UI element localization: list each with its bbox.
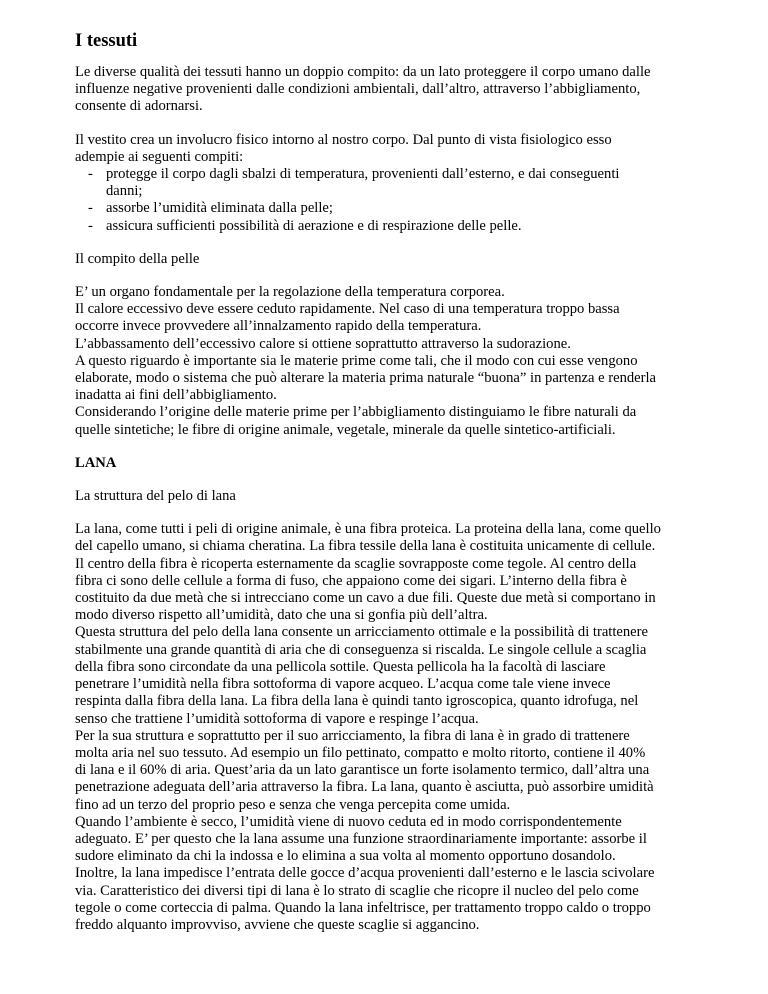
text-line: Il calore eccessivo deve essere ceduto rapidamente. Nel caso di una temperatura troppo bassa [75,301,620,318]
text-line: stabilmente una grande quantità di aria che di conseguenza si riscalda. Le singole cellule a scaglia [75,641,647,658]
bullet-dash: - [88,166,93,183]
lana-paragraph [75,521,715,934]
list-item [75,166,715,200]
bullet-dash: - [88,200,93,217]
list-item [75,218,715,235]
text-line: Le diverse qualità dei tessuti hanno un doppio compito: da un lato proteggere il corpo umano dalle [75,64,651,80]
list-item [75,200,715,217]
text-line: del capello umano, si chiama cheratina. La fibra tessile della lana è costituita unicamente di cellule. [75,538,656,555]
text-line: La lana, come tutti i peli di origine animale, è una fibra proteica. La proteina della lana, come quello [75,521,661,538]
text-line: fibra ci sono delle cellule a forma di fuso, che appaiono come dei sigari. L’interno della fibra è [75,572,627,589]
text-line: influenze negative provenienti dalle condizioni ambientali, dall’altro, attraverso l’abbigliamento, [75,81,641,98]
struttura-heading: La struttura del pelo di lana [75,488,236,505]
bullet-list [75,166,715,235]
text-line: elaborate, modo o sistema che può alterare la materia prima naturale “buona” in partenza e renderla [75,370,657,387]
text-line: Considerando l’origine delle materie prime per l’abbigliamento distinguiamo le fibre naturali da [75,404,637,421]
intro-paragraph [75,64,715,116]
document-title: I tessuti [75,31,138,51]
text-line: fino ad un terzo del proprio peso e senza che venga percepita come umida. [75,796,511,813]
text-line: costituito da due metà che si intrecciano come un cavo a due fili. Queste due metà si comportano in [75,590,656,607]
text-line: inadatta ai fini dell’abbigliamento. [75,387,277,404]
vestito-paragraph [75,132,715,166]
text-line: Il vestito crea un involucro fisico intorno al nostro corpo. Dal punto di vista fisiologico esso [75,131,612,148]
text-line: adeguato. E’ per questo che la lana assume una funzione straordinariamente importante: assorbe il [75,830,647,847]
text-line: A questo riguardo è importante sia le materie prime come tali, che il modo con cui esse vengono [75,352,638,369]
text-line: assicura sufficienti possibilità di aerazione e di respirazione delle pelle. [106,217,522,234]
text-line: della fibra sono circondate da una pellicola sottile. Questa pellicola ha la facoltà di lasciare [75,658,606,675]
text-line: occorre invece provvedere all’innalzamento rapido della temperatura. [75,318,482,335]
text-line: L’abbassamento dell’eccessivo calore si ottiene soprattutto attraverso la sudorazione. [75,335,571,352]
bullet-dash: - [88,217,93,234]
text-line: quelle sintetiche; le fibre di origine animale, vegetale, minerale da quelle sintetico-artificiali. [75,421,616,438]
lana-heading: LANA [75,454,117,471]
text-line: Questa struttura del pelo della lana consente un arricciamento ottimale e la possibilità di trattenere [75,624,648,641]
text-line: consente di adornarsi. [75,98,203,115]
text-line: E’ un organo fondamentale per la regolazione della temperatura corporea. [75,284,505,301]
text-line: via. Caratteristico dei diversi tipi di lana è lo strato di scaglie che ricopre il nucleo del pelo come [75,882,639,899]
text-line: Inoltre, la lana impedisce l’entrata delle gocce d’acqua provenienti dall’esterno e le lascia scivolare [75,865,655,882]
text-line: molta aria nel suo tessuto. Ad esempio un filo pettinato, compatto e molto ritorto, contiene il 40% [75,744,646,761]
document-page [75,30,715,950]
text-line: freddo alquanto improvviso, avviene che queste scaglie si aggancino. [75,916,480,933]
text-line: penetrare l’umidità nella fibra sottoforma di vapore acqueo. L’acqua come tale viene invece [75,676,611,693]
pelle-heading: Il compito della pelle [75,250,200,267]
text-line: sudore eliminato da chi la indossa e lo elimina a sua volta al momento opportuno dosandolo. [75,848,616,865]
text-line: Il centro della fibra è ricoperta esternamente da scaglie sovrapposte come tegole. Al centro della [75,555,637,572]
text-line: tegole o come corteccia di palma. Quando la lana infeltrisce, per trattamento troppo caldo o troppo [75,899,651,916]
text-line: adempie ai seguenti compiti: [75,148,244,165]
text-line: senso che trattiene l’umidità sottoforma di vapore e respinge l’acqua. [75,710,479,727]
text-line: danni; [106,183,143,200]
text-line: protegge il corpo dagli sbalzi di temperatura, provenienti dall’esterno, e dai conseguenti [106,166,620,183]
pelle-paragraph [75,284,715,439]
text-line: Per la sua struttura e soprattutto per il suo arricciamento, la fibra di lana è in grado di trattenere [75,727,630,744]
text-line: assorbe l’umidità eliminata dalla pelle; [106,200,333,217]
text-line: Quando l’ambiente è secco, l’umidità viene di nuovo ceduta ed in modo corrispondentemente [75,813,622,830]
text-line: di lana e il 60% di aria. Quest’aria da un lato garantisce un forte isolamento termico, dall’altra una [75,762,650,779]
text-line: respinta dalla fibra della lana. La fibra della lana è quindi tanto igroscopica, quanto idrofuga, nel [75,693,639,710]
text-line: penetrazione adeguata dell’aria attraverso la fibra. La lana, quanto è asciutta, può assorbire umidità [75,779,654,796]
text-line: modo diverso rispetto all’umidità, dato che una si gonfia più dell’altra. [75,607,488,624]
